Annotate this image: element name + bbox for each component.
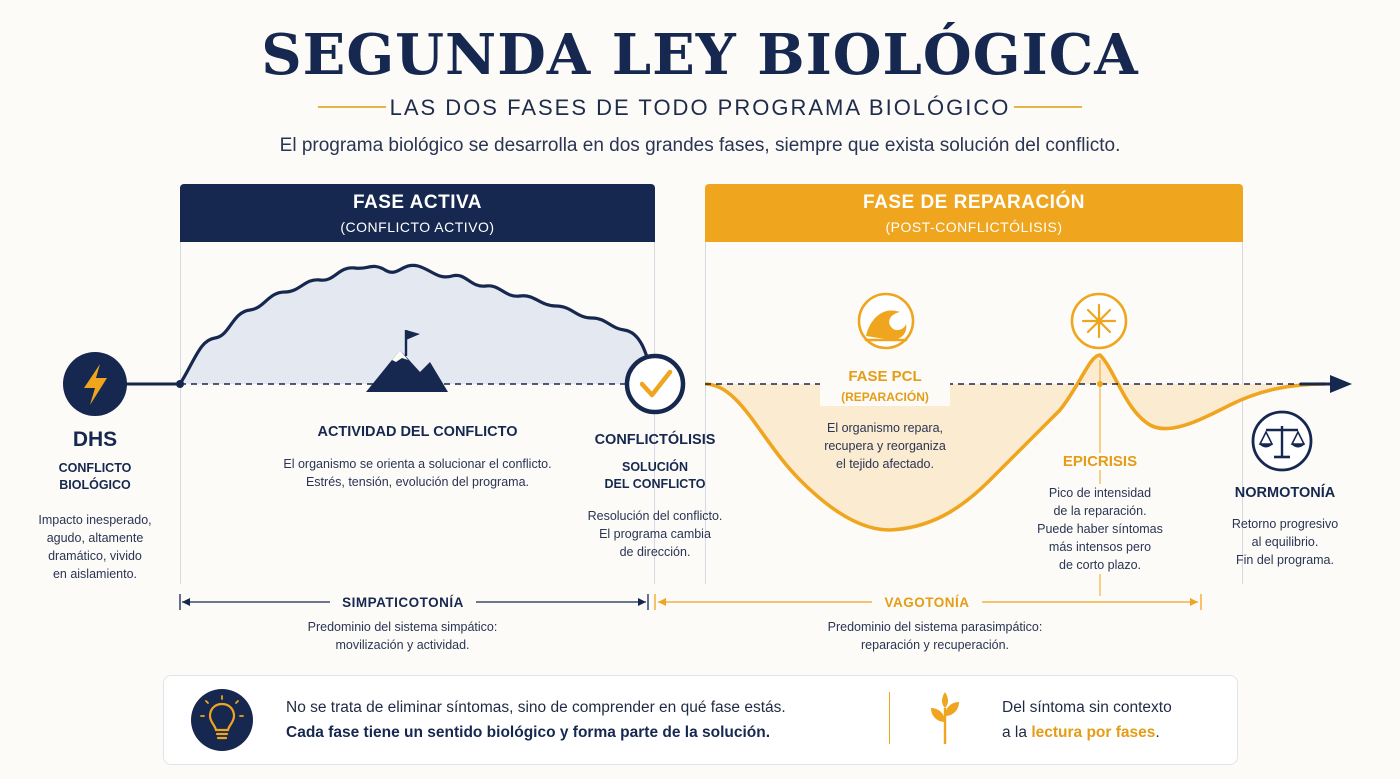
wave-icon [859,294,913,348]
check-icon [627,356,683,412]
activity-desc-line: Estrés, tensión, evolución del programa. [305,475,530,489]
normotonia-description [1210,515,1360,569]
dhs-desc-line: en aislamiento. [52,567,138,581]
sun-icon [1072,294,1126,348]
pcl-subtitle: (REPARACIÓN) [841,390,929,404]
simpaticotonia-desc-line: movilización y actividad. [335,638,470,652]
pcl-desc-line: El organismo repara, [826,421,944,435]
normotonia-desc-line: al equilibrio. [1251,535,1319,549]
pcl-desc-line: recupera y reorganiza [824,439,946,453]
dhs-subtitle-line: BIOLÓGICO [59,478,131,492]
simpaticotonia-desc-line: Predominio del sistema simpático: [307,620,498,634]
dhs-desc-line: dramático, vivido [48,549,142,563]
dhs-desc-line: Impacto inesperado, [38,513,152,527]
footer-right-line-2 [1002,724,1232,742]
activity-desc-line: El organismo se orienta a solucionar el conflicto. [283,457,552,471]
lead-text: El programa biológico se desarrolla en dos grandes fases, siempre que exista solución del conflicto. [279,135,1121,156]
epicrisis-description [1020,484,1180,574]
dhs-subtitle [30,460,160,494]
pcl-desc-line: el tejido afectado. [836,457,934,471]
pcl-description [800,419,970,473]
page-title: SEGUNDA LEY BIOLÓGICA [261,22,1139,88]
conflictolisis-desc-line: Resolución del conflicto. [587,509,723,523]
simpaticotonia-title: SIMPATICOTONÍA [342,595,464,610]
activity-description [220,455,615,491]
conflictolisis-subtitle-line: SOLUCIÓN [622,460,688,474]
pcl-label-box [820,366,950,406]
balance-scale-icon [1253,412,1311,470]
conflictolisis-description [575,507,735,561]
vagotonia-description [800,618,1070,654]
conflictolisis-subtitle [580,459,730,493]
epicrisis-desc-line: de corto plazo. [1059,558,1141,572]
conflictolisis-desc-line: El programa cambia [599,527,711,541]
footer-left-line-2: Cada fase tiene un sentido biológico y forma parte de la solución. [286,724,771,741]
page-subtitle: LAS DOS FASES DE TODO PROGRAMA BIOLÓGICO [389,95,1011,120]
active-phase-subtitle: (CONFLICTO ACTIVO) [340,219,495,235]
conflictolisis-desc-line: de dirección. [619,545,691,559]
footer-right-line-1: Del síntoma sin contexto [1002,699,1172,716]
dhs-node [176,380,184,388]
dhs-description [20,511,170,583]
active-curve-fill [180,265,655,384]
baseline-arrowhead [1330,375,1352,393]
footer-card [163,675,1238,765]
vagotonia-desc-line: reparación y recuperación. [861,638,1009,652]
normotonia-desc-line: Retorno progresivo [1231,517,1339,531]
footer-divider [889,692,890,744]
repair-phase-subtitle: (POST-CONFLICTÓLISIS) [885,219,1063,235]
repair-curve-fill [705,355,1325,530]
vagotonia-desc-line: Predominio del sistema parasimpático: [827,620,1043,634]
footer-right-suffix: . [1155,724,1160,741]
activity-title: ACTIVIDAD DEL CONFLICTO [317,424,518,440]
epicrisis-desc-line: Puede haber síntomas [1037,522,1163,536]
epicrisis-desc-line: de la reparación. [1053,504,1147,518]
conflictolisis-title: CONFLICTÓLISIS [594,432,716,448]
epicrisis-title: EPICRISIS [1040,453,1160,470]
active-phase-title: FASE ACTIVA [352,192,482,213]
simpaticotonia-description [270,618,535,654]
epicrisis-node [1097,381,1103,387]
lightbulb-icon [190,688,254,752]
dhs-desc-line: agudo, altamente [46,531,144,545]
vagotonia-title: VAGOTONÍA [884,595,970,610]
footer-left-line-1: No se trata de eliminar síntomas, sino de comprender en qué fase estás. [286,699,786,716]
footer-right-prefix: a la [1002,724,1032,741]
epicrisis-desc-line: Pico de intensidad [1048,486,1152,500]
epicrisis-desc-line: más intensos pero [1048,540,1152,554]
footer-right-highlight: lectura por fases [1031,724,1156,741]
lightning-icon [63,352,127,416]
pcl-title: FASE PCL [848,368,922,385]
normotonia-desc-line: Fin del programa. [1236,553,1334,567]
dhs-subtitle-line: CONFLICTO [58,461,132,475]
dhs-title: DHS [72,428,118,451]
repair-phase-title: FASE DE REPARACIÓN [863,192,1085,213]
sprout-icon [925,690,965,746]
conflictolisis-subtitle-line: DEL CONFLICTO [604,477,706,491]
normotonia-title: NORMOTONÍA [1234,485,1336,501]
